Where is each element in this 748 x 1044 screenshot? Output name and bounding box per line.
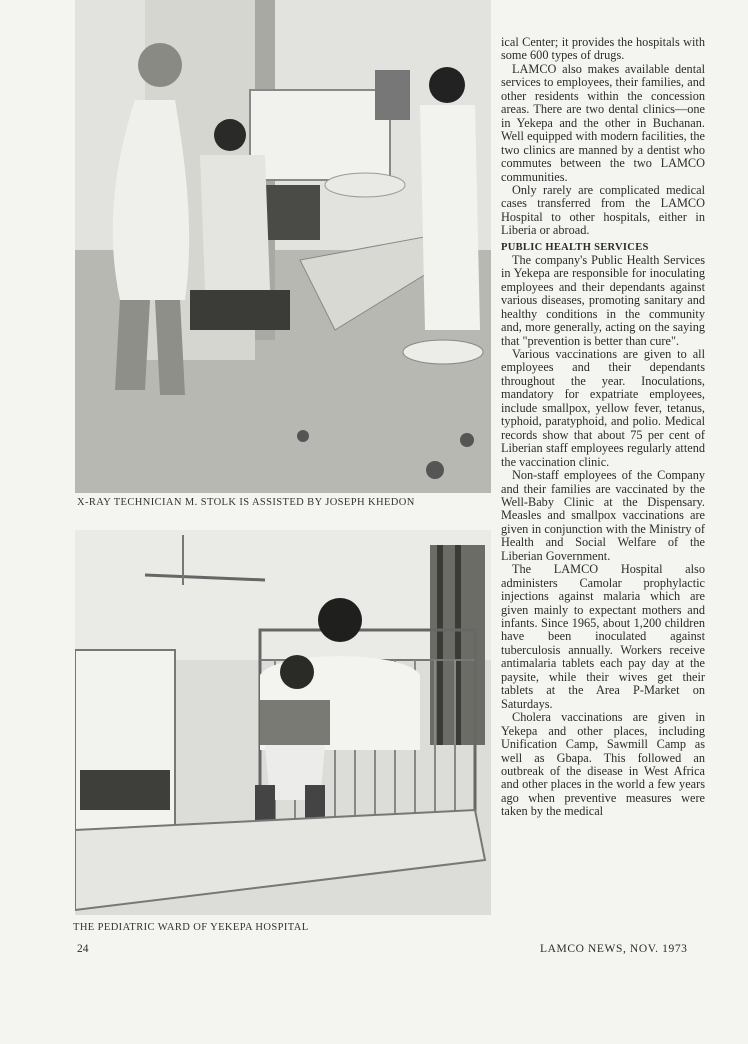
article-paragraph: The company's Public Health Services in Yekepa are responsible for inoculating employees and their dependants against various diseases, promoting sanitary and healthy conditions in the community and, more generally, acting on the saying that "prevention is better than cure".: [501, 252, 705, 348]
article-paragraph: LAMCO also makes available dental services to employees, their families, and other residents within the concession areas. There are two dental clinics—one in Yekepa and the other in Buchanan. Well equipped with modern facilities, the two clinics are manned by a dentist who commutes between the two LAMCO communities.: [501, 61, 705, 184]
publication-footer: LAMCO NEWS, NOV. 1973: [540, 943, 688, 955]
xray-room-photo: [75, 0, 491, 493]
bottom-photo-caption: THE PEDIATRIC WARD OF YEKEPA HOSPITAL: [73, 922, 309, 933]
article-paragraph: Various vaccinations are given to all employees and their dependants throughout the year. Inoculations, mandatory for expatriate employees, include smallpox, yellow fever, tetanus, typhoid, paratyphoid, and polio. Medical records show that about 75 per cent of Liberian staff employees regularly attend the vaccination clinic.: [501, 346, 705, 469]
xray-room-photo-icon: [75, 0, 491, 493]
pediatric-ward-photo: [75, 530, 491, 915]
top-photo-caption: X-RAY TECHNICIAN M. STOLK IS ASSISTED BY JOSEPH KHEDON: [77, 497, 415, 508]
article-paragraph: Only rarely are complicated medical cases transferred from the LAMCO Hospital to other hospitals, either in Liberia or abroad.: [501, 182, 705, 238]
article-paragraph: ical Center; it provides the hospitals with some 600 types of drugs.: [501, 35, 705, 63]
article-paragraph: Cholera vaccinations are given in Yekepa and other places, including Unification Camp, Sawmill Camp as well as Gbapa. This followed an outbreak of the disease in West Africa and other places in the world a few years ago when preventive measures were taken by the medical: [501, 710, 705, 819]
pediatric-ward-photo-icon: [75, 530, 491, 915]
article-paragraph: Non-staff employees of the Company and their families are vaccinated by the Well-Baby Clinic at the Dispensary. Measles and smallpox vaccinations are given in conjunction with the Ministry of Health and Social Welfare of the Liberian Government.: [501, 468, 705, 563]
article-column: [501, 36, 705, 819]
section-heading: PUBLIC HEALTH SERVICES: [501, 241, 649, 253]
page-number: 24: [77, 943, 89, 955]
article-paragraph: The LAMCO Hospital also administers Camolar prophylactic injections against malaria which are given mainly to expectant mothers and infants. Since 1965, about 1,200 children have been inoculated against tuberculosis annually. Workers receive antimalaria tablets each pay day at the paysite, while their wives get their tablets at the Area P-Market on Saturdays.: [501, 562, 705, 711]
